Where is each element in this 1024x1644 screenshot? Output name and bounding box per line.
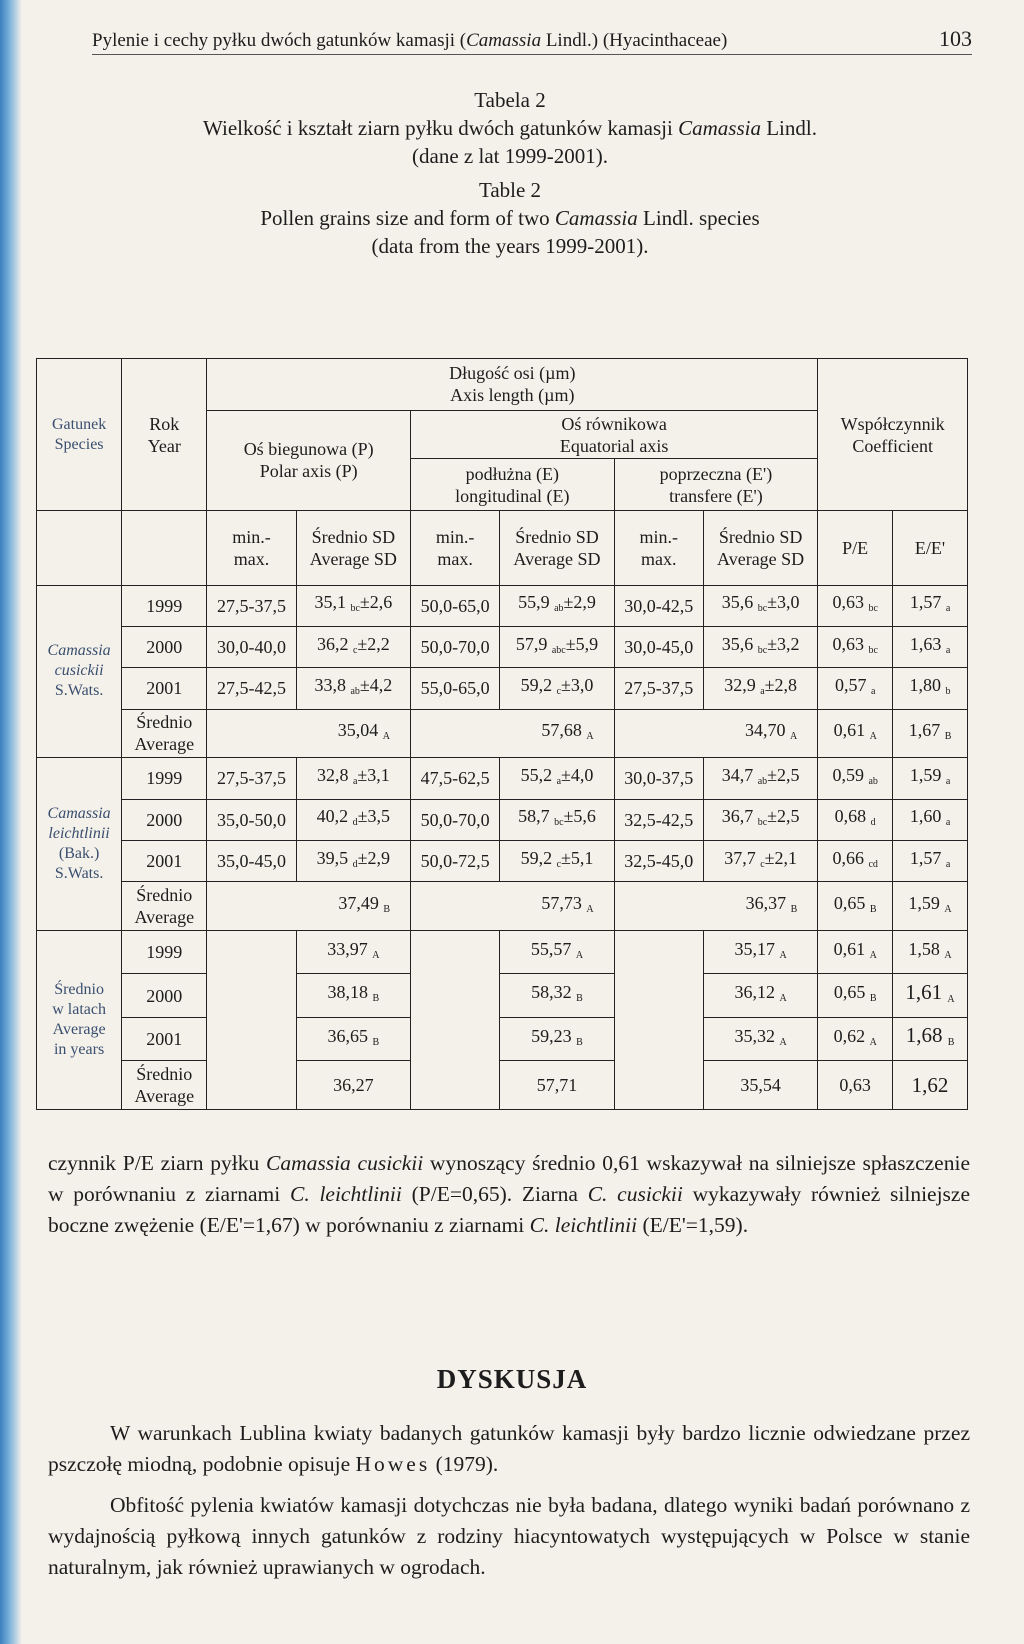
header-longitudinal: podłużna (E) longitudinal (E) [411, 459, 615, 511]
header-coefficient: Współczynnik Coefficient [818, 359, 968, 511]
header-minmax-e: min.- max. [411, 511, 500, 585]
species-cusickii: Camassia cusickii S.Wats. [37, 585, 122, 758]
table-row: Camassia cusickii S.Wats. 1999 27,5-37,5 35,1 $_{bc}$±2,6 50,0-65,0 55,9 $_{ab}$±2,9 30,0-42,5 35,6 $_{bc}$±3,0 0,63 $_{bc}$ 1,57 $_a$ [37, 585, 968, 626]
table-row: 2001 36,65 $_B$ 59,23 $_B$ 35,32 $_A$ 0,62 $_A$ 1,68 $_B$ [37, 1017, 968, 1060]
species-leichtlinii: Camassia leichtlinii (Bak.) S.Wats. [37, 758, 122, 931]
table-row: 2001 27,5-42,5 33,8 $_{ab}$±4,2 55,0-65,0 59,2 $_c$±3,0 27,5-37,5 32,9 $_a$±2,8 0,57 $_a$ 1,80 $_b$ [37, 668, 968, 709]
section-heading: DYSKUSJA [436, 1364, 588, 1394]
header-polar-axis: Oś biegunowa (P) Polar axis (P) [207, 410, 411, 510]
page-number: 103 [939, 26, 972, 51]
caption-line-en-2: (data from the years 1999-2001). [371, 234, 649, 258]
table-row-average: Średnio Average 36,27 57,71 35,54 0,63 1,62 [37, 1061, 968, 1110]
caption-line-en-1: Pollen grains size and form of two Camassia Lindl. species [260, 206, 760, 230]
discussion-paragraph-1: W warunkach Lublina kwiaty badanych gatunków kamasji były bardzo licznie odwiedzane przez pszczołę miodną, podobnie opisuje Howes (1979). [48, 1421, 970, 1476]
pollen-size-table [36, 358, 968, 1110]
header-species: Gatunek Species [37, 359, 122, 511]
caption-line-pl-1: Wielkość i kształt ziarn pyłku dwóch gatunków kamasji Camassia Lindl. [203, 116, 817, 140]
species-years-average: Średnio w latach Average in years [37, 930, 122, 1109]
running-head [92, 18, 972, 55]
header-year: Rok Year [122, 359, 207, 511]
header-avg-e: Średnio SD Average SD [500, 511, 614, 585]
header-minmax-t: min.- max. [614, 511, 703, 585]
header-minmax-p: min.- max. [207, 511, 296, 585]
table-caption [100, 86, 920, 266]
header-transverse: poprzeczna (E') transfere (E') [614, 459, 818, 511]
table-row: 2000 35,0-50,0 40,2 $_d$±3,5 50,0-70,0 58,7 $_{bc}$±5,6 32,5-42,5 36,7 $_{bc}$±2,5 0,68 $_d$ 1,60 $_a$ [37, 799, 968, 840]
header-equatorial-axis: Oś równikowa Equatorial axis [411, 410, 818, 459]
table-row: 2001 35,0-45,0 39,5 $_d$±2,9 50,0-72,5 59,2 $_c$±5,1 32,5-45,0 37,7 $_c$±2,1 0,66 $_{cd}$ 1,57 $_a$ [37, 841, 968, 882]
results-paragraph: czynnik P/E ziarn pyłku Camassia cusickii wynoszący średnio 0,61 wskazywał na silniejsze spłaszczenie w porównaniu z ziarnami C. leichtlinii (P/E=0,65). Ziarna C. cusickii wykazywały również silniejsze boczne zwężenie (E/E'=1,67) w porównaniu z ziarnami C. leichtlinii (E/E'=1,59). [48, 1151, 971, 1237]
binding-shadow [0, 0, 22, 1644]
caption-line-pl-2: (dane z lat 1999-2001). [412, 144, 608, 168]
caption-label-en: Table 2 [478, 178, 542, 202]
table-row: 2000 30,0-40,0 36,2 $_c$±2,2 50,0-70,0 57,9 $_{abc}$±5,9 30,0-45,0 35,6 $_{bc}$±3,2 0,63 $_{bc}$ 1,63 $_a$ [37, 626, 968, 667]
header-avg-p: Średnio SD Average SD [296, 511, 410, 585]
header-axis-length: Długość osi (µm) Axis length (µm) [207, 359, 818, 411]
header-avg-t: Średnio SD Average SD [703, 511, 817, 585]
table-row: Camassia leichtlinii (Bak.) S.Wats. 1999 27,5-37,5 32,8 $_a$±3,1 47,5-62,5 55,2 $_a$±4,0 30,0-37,5 34,7 $_{ab}$±2,5 0,59 $_{ab}$ 1,59 $_a$ [37, 758, 968, 799]
table-row-average: Średnio Average 35,04 $_A$ 57,68 $_A$ 34,70 $_A$ 0,61 $_A$ 1,67 $_B$ [37, 709, 968, 758]
caption-label-pl: Tabela 2 [474, 88, 546, 112]
running-head-title: Pylenie i cechy pyłku dwóch gatunków kamasji (Camassia Lindl.) (Hyacinthaceae) [92, 30, 728, 51]
header-pe: P/E [818, 511, 893, 585]
discussion-paragraph-2: Obfitość pylenia kwiatów kamasji dotychczas nie była badana, dlatego wyniki badań porównano z wydajnością pyłkową innych gatunków z rodziny hiacyntowatych występujących w Polsce w stanie naturalnym, jak również uprawianych w ogrodach. [48, 1493, 970, 1579]
header-ee: E/E' [893, 511, 968, 585]
table-row: 2000 38,18 $_B$ 58,32 $_B$ 36,12 $_A$ 0,65 $_B$ 1,61 $_A$ [37, 974, 968, 1017]
table-row-average: Średnio Average 37,49 $_B$ 57,73 $_A$ 36,37 $_B$ 0,65 $_B$ 1,59 $_A$ [37, 882, 968, 931]
table-row: Średnio w latach Average in years 1999 33,97 $_A$ 55,57 $_A$ 35,17 $_A$ 0,61 $_A$ 1,58 $_A$ [37, 930, 968, 973]
